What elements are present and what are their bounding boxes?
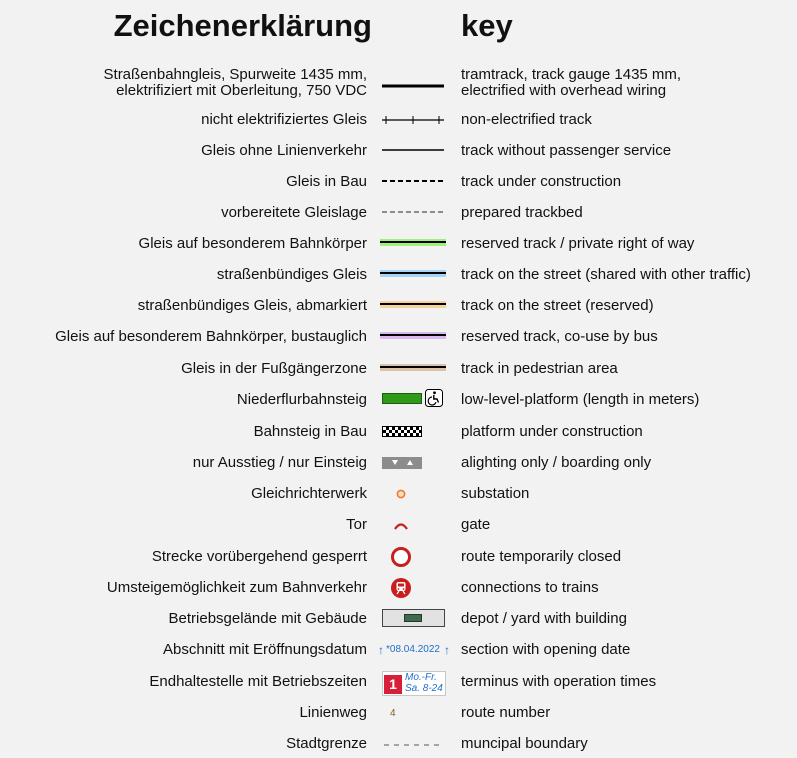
label-de-municipal-boundary: Stadtgrenze [286,735,367,752]
track-street-icon [380,267,446,283]
platform-bar [382,393,422,404]
label-de-depot: Betriebsgelände mit Gebäude [168,610,367,627]
label-en-bus-track: reserved track, co-use by bus [461,328,658,345]
label-en-reserved-track: reserved track / private right of way [461,235,695,252]
label-en-line-1: tramtrack, track gauge 1435 mm, [461,66,682,83]
label-en-alighting-boarding: alighting only / boarding only [461,454,652,471]
track-electrified-icon [380,64,446,104]
label-en-substation: substation [461,485,530,502]
gate-icon [380,517,446,533]
label-de-gate: Tor [346,516,367,533]
opening-date-icon [378,642,452,658]
title-german: Zeichenerklärung [113,8,372,43]
track-no-service-icon [380,143,446,159]
label-de-opening-date: Abschnitt mit Eröffnungsdatum [163,641,367,658]
label-en-depot: depot / yard with building [461,610,627,627]
label-de-alighting-boarding: nur Ausstieg / nur Einsteig [192,454,367,471]
label-de-street-reserved: straßenbündiges Gleis, abmarkiert [137,297,367,314]
wheelchair-icon [425,389,443,407]
label-de-under-construction: Gleis in Bau [286,173,367,190]
label-de-platform-construction: Bahnsteig in Bau [253,423,367,440]
label-en-gate: gate [461,516,491,533]
label-de-street-track: straßenbündiges Gleis [216,266,367,283]
label-en-low-floor-platform: low-level-platform (length in meters) [461,391,700,408]
label-de-no-service: Gleis ohne Linienverkehr [201,142,367,159]
track-pedestrian-icon [380,361,446,377]
label-de-pedestrian-track: Gleis in der Fußgängerzone [181,360,367,377]
track-construction-icon [380,174,446,190]
date-marker-right: ↑ [444,643,450,657]
label-de-reserved-track: Gleis auf besonderem Bahnkörper [138,235,367,252]
label-de-train-connection: Umsteigemöglichkeit zum Bahnverkehr [106,579,367,596]
label-de-substation: Gleichrichterwerk [251,485,367,502]
label-en-line-2: electrified with overhead wiring [461,82,667,99]
label-en-street-reserved: track on the street (reserved) [461,297,654,314]
label-en-opening-date: section with opening date [461,641,631,658]
label-en-route-closed: route temporarily closed [461,548,622,565]
date-marker-left: ↑ [378,643,384,657]
track-street-reserved-icon [380,298,446,314]
line-number-badge: 1 [384,675,402,694]
label-en-platform-construction: platform under construction [461,423,643,440]
label-de-route-number: Linienweg [299,704,367,721]
label-de-prepared-trackbed: vorbereitete Gleislage [221,204,367,221]
depot-icon [380,608,446,630]
platform-construction-icon [380,424,446,440]
label-en-terminus: terminus with operation times [461,673,657,690]
route-number-label: 4 [390,708,396,719]
track-line [380,303,446,305]
terminus-icon [382,671,446,697]
label-de-non-electrified: nicht elektrifiziertes Gleis [201,111,367,128]
label-de-route-closed: Strecke vorübergehend gesperrt [151,548,367,565]
depot-building [404,614,422,622]
title-english: key [461,8,513,43]
operation-times-weekday: Mo.-Fr. [405,672,437,683]
checkered-bar [382,426,422,437]
label-de-tramtrack [104,67,367,99]
route-number-icon [380,707,446,723]
label-en-route-number: route number [461,704,551,721]
label-de-bus-track: Gleis auf besonderem Bahnkörper, bustauglich [55,328,367,345]
track-reserved-icon [380,236,446,252]
label-en-tramtrack [461,67,681,99]
track-line [380,241,446,243]
route-closed-icon [380,546,446,568]
label-en-pedestrian-track: track in pedestrian area [461,360,618,377]
operation-times-saturday: Sa. 8-24 [405,683,443,694]
train-connection-icon [380,577,446,599]
platform-low-floor-icon [380,388,446,408]
label-de-line-1: Straßenbahngleis, Spurweite 1435 mm, [103,66,367,83]
trackbed-prepared-icon [380,205,446,221]
label-en-under-construction: track under construction [461,173,622,190]
opening-date-label: *08.04.2022 [386,644,440,655]
label-de-line-2: elektrifiziert mit Oberleitung, 750 VDC [116,82,367,99]
track-non-electrified-icon [380,112,446,128]
alighting-boarding-icon [380,455,446,471]
municipal-boundary-icon [380,736,446,752]
label-en-non-electrified: non-electrified track [461,111,592,128]
label-en-no-service: track without passenger service [461,142,672,159]
label-de-terminus: Endhaltestelle mit Betriebszeiten [149,673,367,690]
track-bus-icon [380,329,446,345]
substation-icon [380,486,446,502]
label-en-prepared-trackbed: prepared trackbed [461,204,583,221]
label-en-train-connection: connections to trains [461,579,599,596]
label-en-street-track: track on the street (shared with other traffic) [461,266,751,283]
track-line [380,334,446,336]
track-line [380,272,446,274]
track-line [380,366,446,368]
label-de-low-floor-platform: Niederflurbahnsteig [236,391,367,408]
label-en-municipal-boundary: muncipal boundary [461,735,588,752]
